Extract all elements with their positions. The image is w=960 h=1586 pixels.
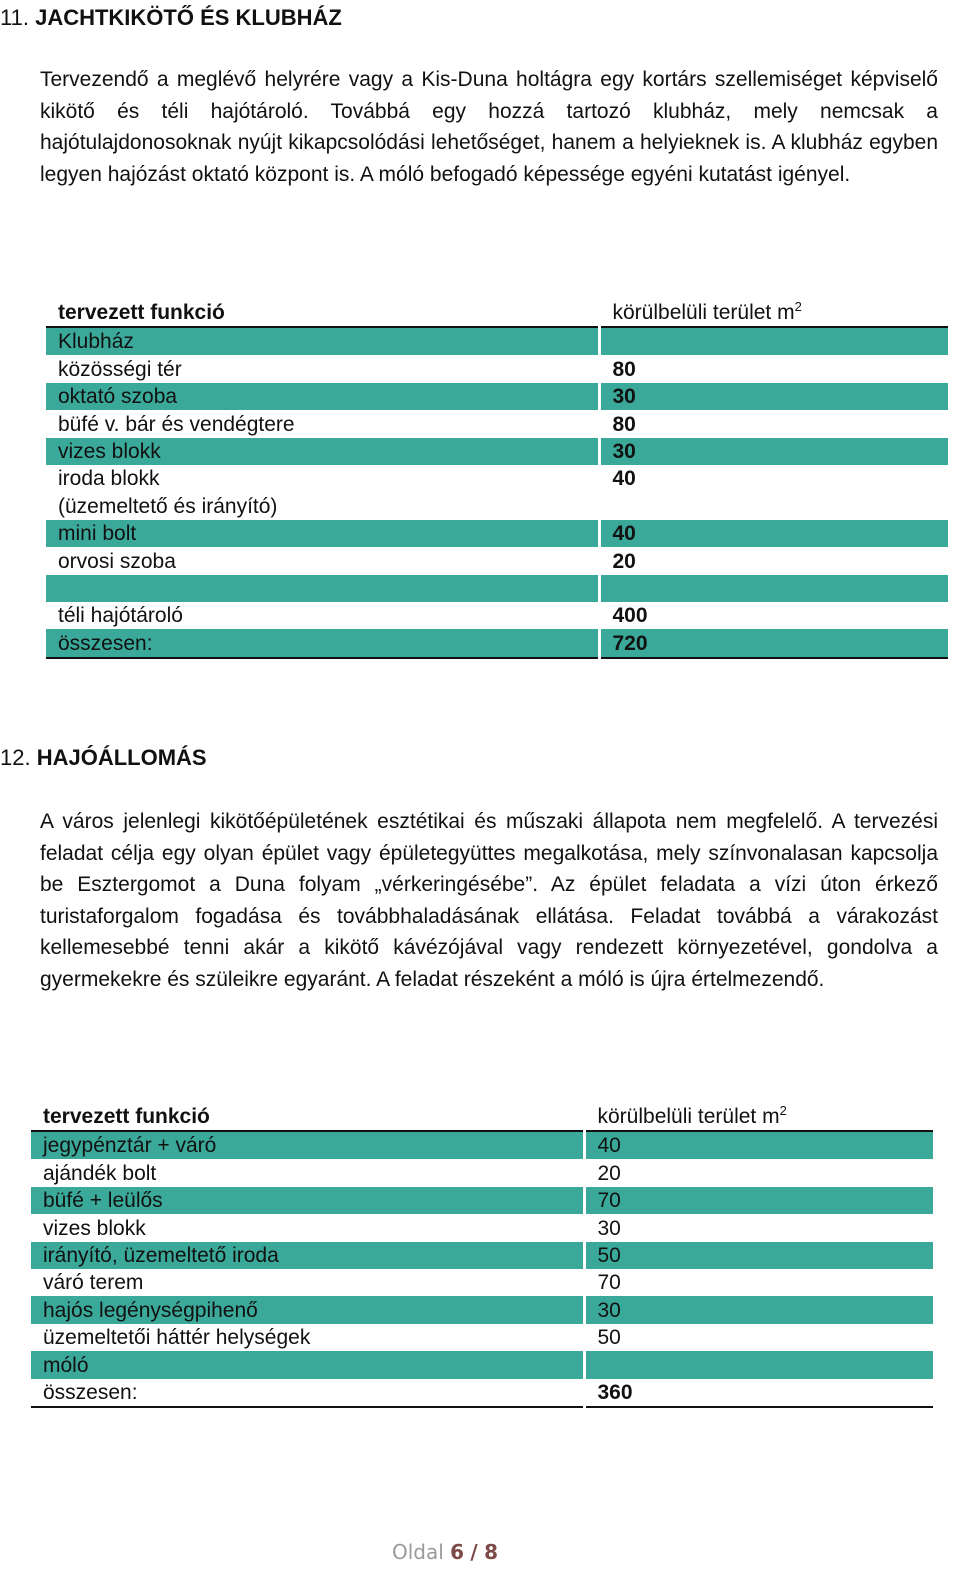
header-area-sup: 2 <box>794 299 802 314</box>
footer-total-pages: 8 <box>484 1540 499 1564</box>
row-area <box>599 327 948 355</box>
row-function: orvosi szoba <box>58 549 176 573</box>
table-row <box>46 327 948 355</box>
table-row <box>46 547 948 574</box>
row-function: vizes blokk <box>46 438 599 465</box>
table-row <box>31 1324 933 1351</box>
header-function: tervezett funkció <box>43 1105 210 1128</box>
header-area-label: körülbelüli terület m <box>597 1105 780 1128</box>
section-12-number: 12. <box>0 745 31 770</box>
table-row <box>31 1159 933 1186</box>
section-12-paragraph <box>40 806 938 996</box>
row-function: váró terem <box>43 1271 144 1295</box>
section-12-heading <box>0 743 207 773</box>
row-area <box>599 575 948 602</box>
row-area: 80 <box>599 355 948 382</box>
section-11-paragraph <box>40 64 938 190</box>
table-total-row <box>46 629 948 657</box>
section-11-heading <box>0 3 342 33</box>
row-area: 30 <box>599 383 948 410</box>
row-area: 400 <box>599 602 948 629</box>
row-function: közösségi tér <box>58 357 182 381</box>
header-area <box>584 1100 933 1131</box>
row-area: 50 <box>584 1242 933 1269</box>
table-header-row <box>31 1100 933 1131</box>
row-function: vizes blokk <box>43 1216 146 1240</box>
table-row <box>46 575 948 602</box>
table-row <box>46 492 948 519</box>
row-area <box>584 1351 933 1378</box>
table-total-row <box>31 1379 933 1407</box>
row-function: ajándék bolt <box>43 1161 157 1185</box>
row-function: összesen: <box>43 1380 138 1404</box>
row-function: jegypénztár + váró <box>31 1131 584 1159</box>
row-area: 40 <box>584 1131 933 1159</box>
row-area: 20 <box>599 547 948 574</box>
row-function: iroda blokk <box>58 467 160 491</box>
row-area: 50 <box>584 1324 933 1351</box>
row-function: irányító, üzemeltető iroda <box>31 1242 584 1269</box>
section-11-text: Tervezendő a meglévő helyrére vagy a Kis-Duna holtágra egy kortárs szellemiséget képviselő kikötő és téli hajótároló. Továbbá egy hozzá tartozó klubház, mely nemcsak a hajótulajdonosoknak nyújt kikapcsolódási lehetőséget, hanem a helyieknek is. A klubház egyben legyen hajózást oktató központ is. A móló befogadó képessége egyéni kutatást igényel. <box>40 68 938 186</box>
section-12-function-table <box>31 1100 933 1408</box>
row-function <box>46 575 599 602</box>
table-header-row <box>46 296 948 327</box>
table-row <box>46 383 948 410</box>
section-11-function-table <box>46 296 948 659</box>
row-function: üzemeltetői háttér helységek <box>43 1326 311 1350</box>
table-row <box>46 410 948 437</box>
row-area: 40 <box>599 465 948 492</box>
table-row <box>31 1214 933 1241</box>
table-row <box>46 438 948 465</box>
header-area <box>599 296 948 327</box>
row-function: hajós legénységpihenő <box>31 1296 584 1323</box>
row-area: 30 <box>584 1214 933 1241</box>
row-area: 70 <box>584 1269 933 1296</box>
row-area: 20 <box>584 1159 933 1186</box>
table-row <box>31 1131 933 1159</box>
section-11-title: JACHTKIKÖTŐ ÉS KLUBHÁZ <box>35 5 342 30</box>
row-function: Klubház <box>46 327 599 355</box>
table-row <box>31 1187 933 1214</box>
header-function: tervezett funkció <box>58 301 225 324</box>
section-11-number: 11. <box>0 5 29 30</box>
row-area: 360 <box>584 1379 933 1407</box>
header-area-label: körülbelüli terület m <box>612 301 795 324</box>
row-area: 40 <box>599 520 948 547</box>
section-12-title: HAJÓÁLLOMÁS <box>36 745 207 770</box>
table-row <box>31 1242 933 1269</box>
table-row <box>46 602 948 629</box>
footer-current-page: 6 <box>450 1540 465 1564</box>
row-area: 30 <box>584 1296 933 1323</box>
table-row <box>31 1351 933 1378</box>
table-row <box>46 520 948 547</box>
row-area: 30 <box>599 438 948 465</box>
row-function: (üzemeltető és irányító) <box>58 494 278 518</box>
section-12-text: A város jelenlegi kikötőépületének esztétikai és műszaki állapota nem megfelelő. A tervezési feladat célja egy olyan épület vagy épületegyüttes megalkotása, mely színvonalasan kapcsolja be Esztergomot a Duna folyam „vérkeringésébe”. Az épület feladata a vízi úton érkező turistaforgalom fogadása és továbbhaladásának ellátása. Feladat továbbá a várakozást kellemesebbé tenni akár a kikötő kávézójával vagy rendezett környezetével, gondolva a gyermekekre és szüleikre egyaránt. A feladat részeként a móló is újra értelmezendő. <box>40 810 938 991</box>
row-area <box>599 492 948 519</box>
row-function: mini bolt <box>46 520 599 547</box>
table-row <box>46 465 948 492</box>
table-row <box>31 1296 933 1323</box>
footer-label: Oldal <box>391 1540 444 1564</box>
row-area: 80 <box>599 410 948 437</box>
table-row <box>31 1269 933 1296</box>
header-area-sup: 2 <box>779 1103 787 1118</box>
row-function: oktató szoba <box>46 383 599 410</box>
row-function: összesen: <box>46 629 599 657</box>
row-function: móló <box>31 1351 584 1378</box>
table-row <box>46 355 948 382</box>
footer-separator: / <box>470 1540 478 1564</box>
row-function: büfé + leülős <box>31 1187 584 1214</box>
row-function: téli hajótároló <box>58 604 183 628</box>
row-area: 70 <box>584 1187 933 1214</box>
row-function: büfé v. bár és vendégtere <box>58 412 295 436</box>
row-area: 720 <box>599 629 948 657</box>
page-footer <box>0 1540 890 1564</box>
